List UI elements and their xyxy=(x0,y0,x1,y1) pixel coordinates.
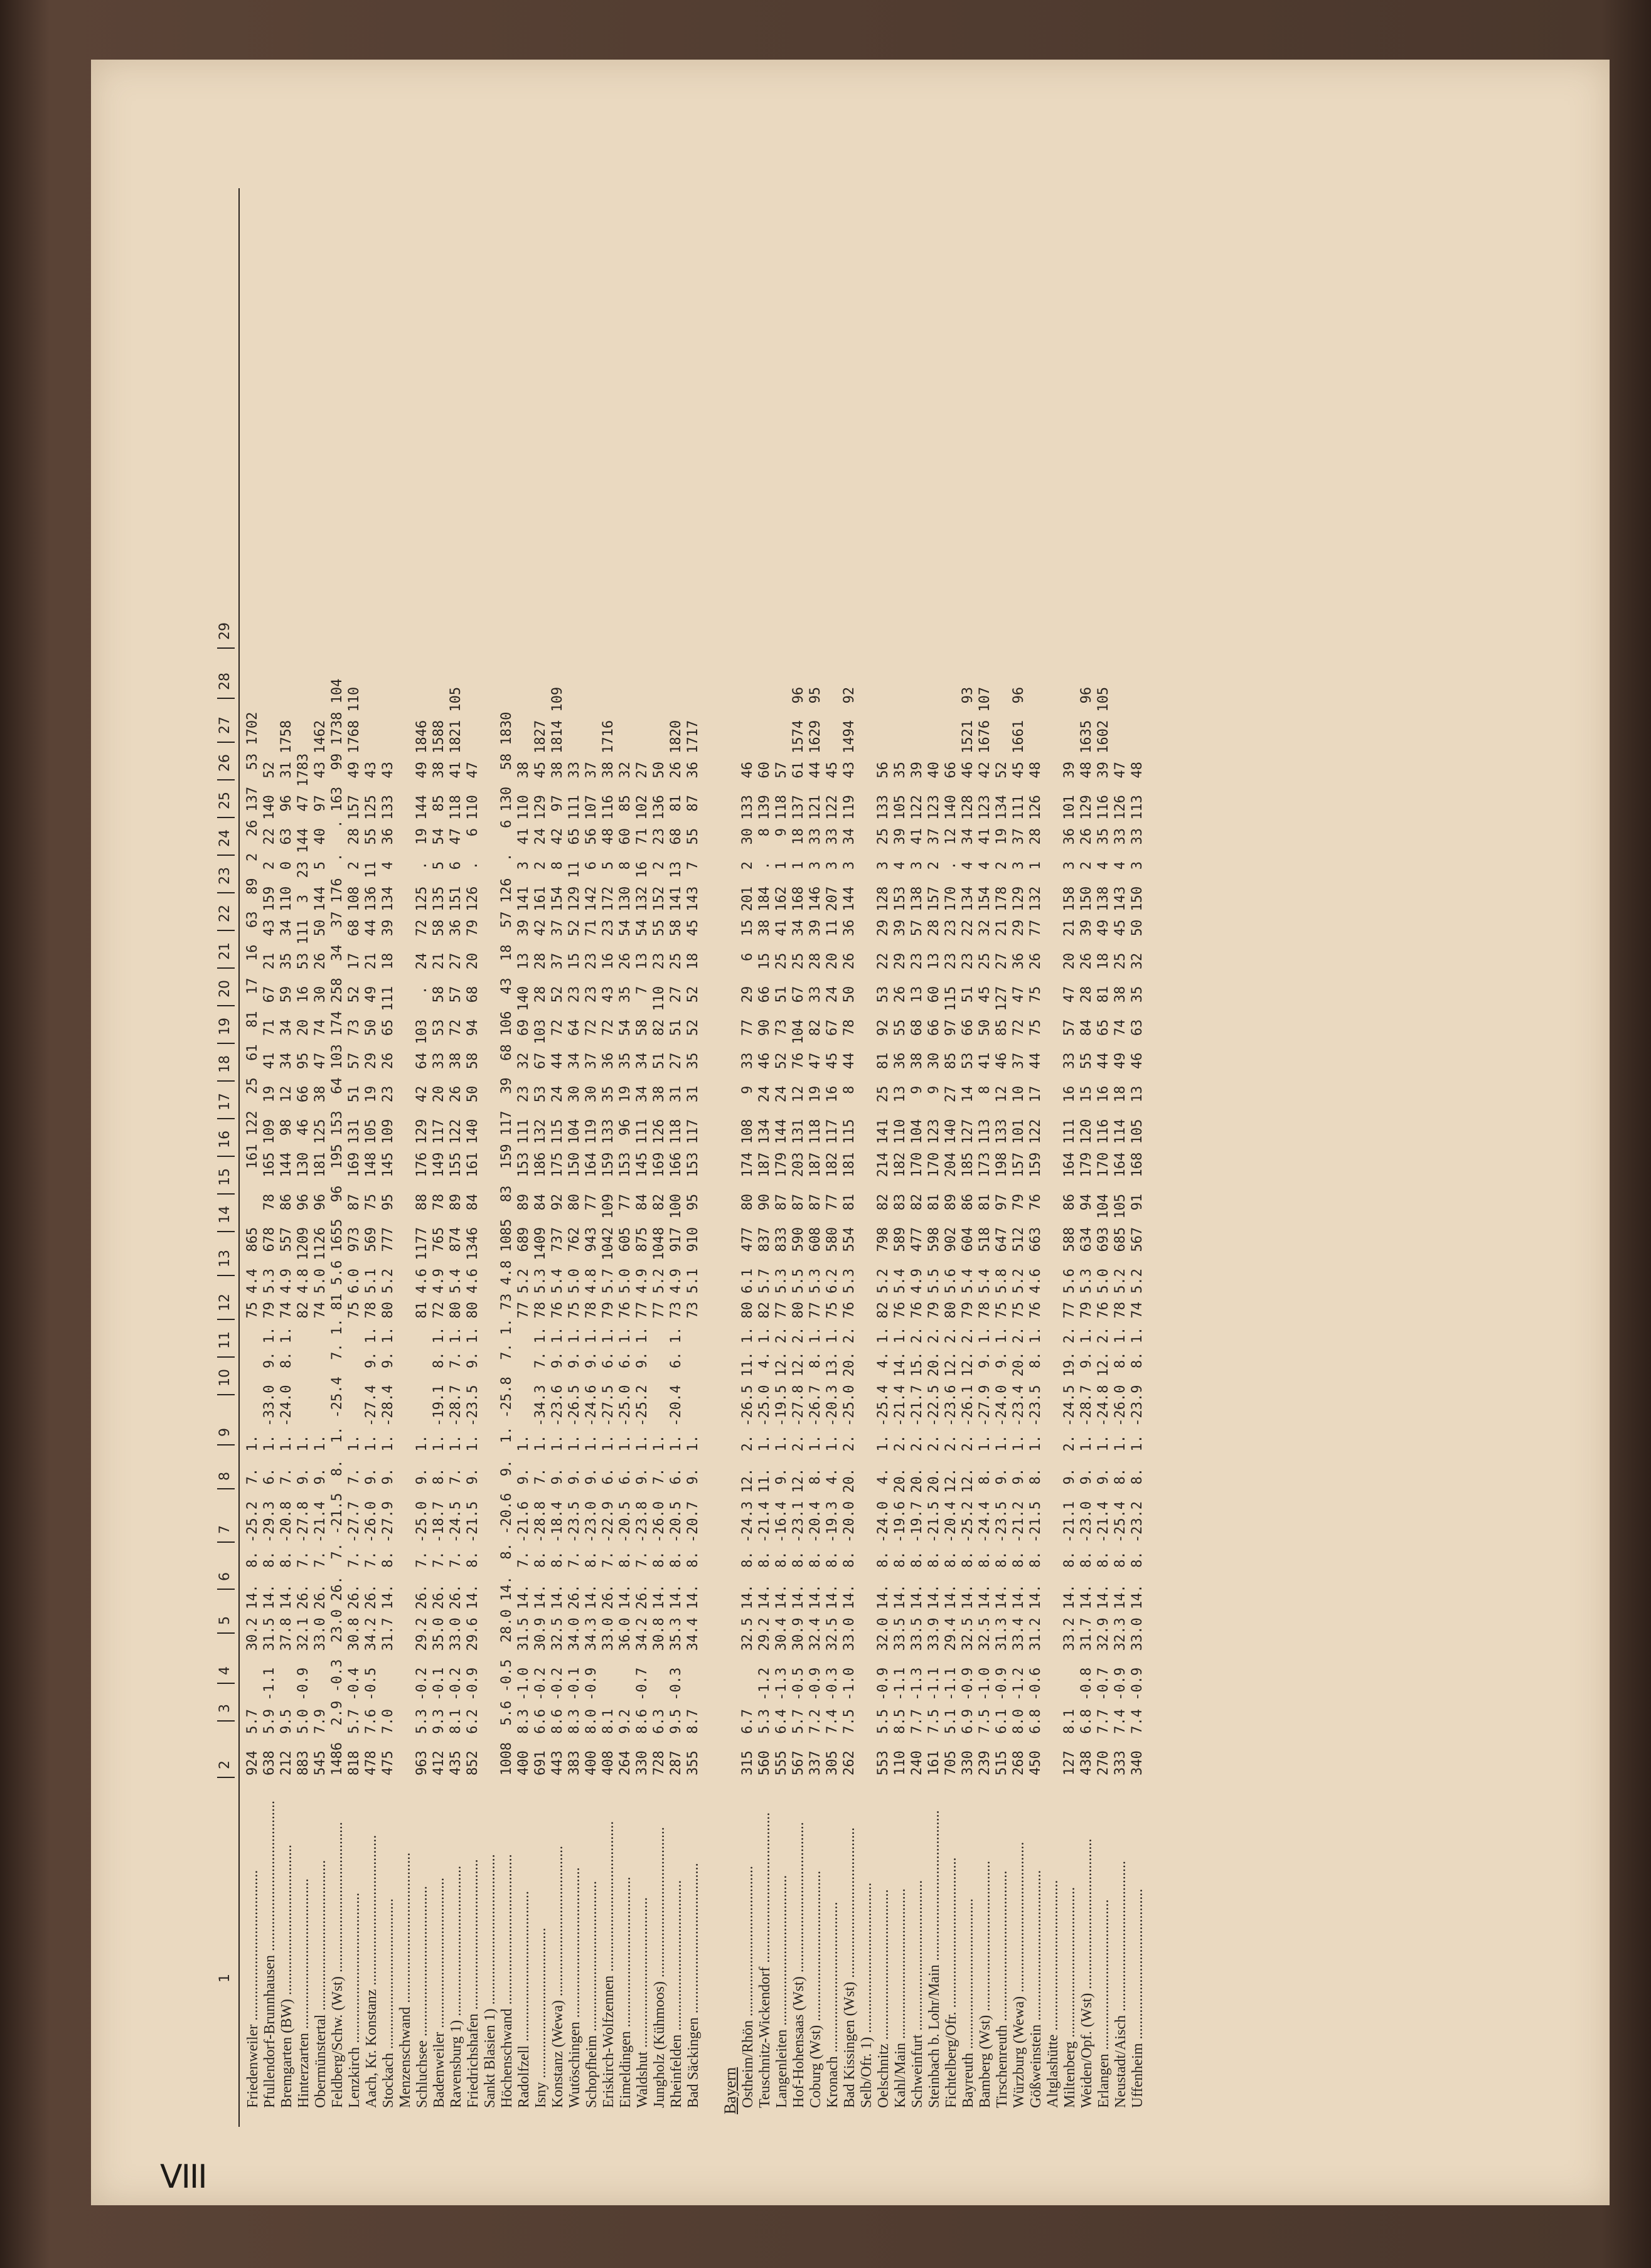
column-header: 15 xyxy=(217,1168,233,1186)
table-row xyxy=(651,188,668,2127)
table-row xyxy=(1062,188,1078,2127)
station-name: Sankt Blasien 1) ........................................ xyxy=(482,1854,498,2108)
column-header: 9 xyxy=(217,1428,233,1437)
station-name: Wutöschingen ........................................ xyxy=(567,1867,583,2108)
station-values: 567 5.7 -0.5 30.9 14. 8. -23.1 12. 2. -27.8 12. 2. 80 5.5 590 87 203 131 12 76 104 67 25 34 168 1 18 137 61 1574 96 xyxy=(791,686,806,1776)
column-header: 13 xyxy=(217,1250,233,1267)
table-row xyxy=(892,188,909,2127)
station-name: Uffenheim ........................................ xyxy=(1130,1888,1146,2108)
column-separator xyxy=(217,1319,235,1320)
station-name: Bayreuth ........................................ xyxy=(960,1898,976,2108)
station-name: Aach, Kr. Konstanz ........................................ xyxy=(363,1834,380,2108)
station-values: 333 7.4 -0.9 32.3 14. 8. -25.4 8. 1. -26.0 8. 1. 78 5.2 685 105 164 114 18 49 74 38 25 45 143 4 33 126 47 xyxy=(1113,762,1128,1776)
column-separator xyxy=(217,1275,235,1276)
station-name: Eriskirch-Wolfzennen ........................................ xyxy=(601,1821,617,2108)
station-values: 262 7.5 -1.0 33.0 14. 8. -20.0 20. 2. -25.0 20. 2. 76 5.3 554 81 181 115 8 44 78 50 26 36 144 3 34 119 43 1494 92 xyxy=(842,686,857,1776)
column-header: 14 xyxy=(217,1206,233,1223)
station-name: Erlangen ........................................ xyxy=(1096,1899,1112,2108)
column-separator xyxy=(217,1777,235,1778)
column-separator xyxy=(217,1043,235,1044)
table-row xyxy=(977,188,993,2127)
station-name: Coburg (Wst) ........................................ xyxy=(808,1870,824,2108)
table-row xyxy=(448,188,464,2127)
table-row xyxy=(550,188,566,2127)
column-header: 28 xyxy=(217,673,233,690)
station-values: 110 8.5 -1.1 33.5 14. 8. -19.6 20. 2. -21.4 14. 1. 76 5.4 589 83 182 110 13 36 55 26 29 39 153 4 39 105 35 xyxy=(892,762,908,1776)
table-row xyxy=(346,188,363,2127)
table-row xyxy=(842,188,858,2127)
station-values: 268 8.0 -1.2 33.4 14. 8. -21.2 9. 1. -23.4 20. 2. 75 5.2 512 79 157 101 10 37 72 47 36 29 129 3 37 111 45 1661 96 xyxy=(1011,686,1027,1776)
station-name: Friedrichshafen ........................................ xyxy=(465,1859,481,2108)
station-name: Badenweiler ........................................ xyxy=(431,1877,447,2108)
column-separator xyxy=(217,1394,235,1395)
station-values: 330 6.9 -0.9 32.5 14. 8. -25.2 12. 2. -26.1 12. 2. 79 5.4 604 86 185 127 14 53 66 51 23 22 134 4 34 128 46 1521 93 xyxy=(960,686,976,1776)
station-values: 240 7.7 -1.3 33.5 14. 8. -19.7 20. 2. -21.7 15. 2. 76 4.9 477 82 170 104 9 38 68 13 23 57 138 3 41 122 39 xyxy=(909,762,925,1776)
column-header: 26 xyxy=(217,754,233,772)
station-name: Selb/Ofr. 1) ........................................ xyxy=(858,1882,875,2108)
table-row xyxy=(960,188,976,2127)
station-values: 553 5.5 -0.9 32.0 14. 8. -24.0 4. 1. -25.4 4. 1. 82 5.2 798 82 214 141 25 81 92 53 22 29 128 3 25 133 56 xyxy=(875,762,891,1776)
station-values: 315 6.7 32.5 14. 8. -24.3 12. 2. -26.5 11. 1. 80 6.1 477 80 174 108 9 33 77 29 6 15 201 2 30 133 46 xyxy=(740,762,756,1776)
page-number: VIII xyxy=(160,2158,206,2196)
station-name: Ostheim/Rhön ........................................ xyxy=(740,1865,756,2108)
table-row xyxy=(414,188,430,2127)
table-row xyxy=(685,188,702,2127)
table-row xyxy=(584,188,600,2127)
column-separator xyxy=(217,1356,235,1358)
table-row xyxy=(329,188,346,2127)
column-header: 24 xyxy=(217,829,233,847)
station-name: Eimeldingen ........................................ xyxy=(617,1877,634,2108)
station-values: 408 8.1 33.0 26. 7. -22.9 6. 1. -27.5 6. 1. 79 5.7 1042 109 159 133 35 36 72 43 16 23 172 5 48 116 38 1716 xyxy=(601,720,616,1776)
station-values: 305 7.4 -0.3 32.5 14. 8. -19.3 4. 1. -20.3 13. 1. 75 6.2 580 77 182 117 16 45 67 24 20 11 207 3 33 122 45 xyxy=(825,762,840,1776)
station-name: Hof-Hohensaas (Wst) ........................................ xyxy=(791,1822,807,2108)
column-header: 1 xyxy=(217,1974,233,1983)
table-row xyxy=(791,188,807,2127)
table-row xyxy=(757,188,773,2127)
station-values: 852 6.2 -0.9 29.6 14. 8. -21.5 9. 1. -23.5 9. 1. 80 4.6 1346 84 161 140 50 58 94 68 20 79 126 . 6 110 47 xyxy=(465,762,481,1776)
station-values: 400 8.0 -0.9 34.3 14. 8. -23.0 9. 1. -24.6 9. 1. 78 4.8 943 77 164 119 30 37 72 23 23 71 142 6 56 107 37 xyxy=(584,762,599,1776)
station-name: Isny ........................................ xyxy=(533,1927,549,2108)
table-row xyxy=(279,188,295,2127)
table-row xyxy=(1079,188,1095,2127)
column-header: 10 xyxy=(217,1369,233,1387)
column-separator xyxy=(217,892,235,893)
station-values: 450 6.8 -0.6 31.2 14. 8. -21.5 8. 1. -23.5 8. 1. 76 4.6 663 76 159 122 17 44 75 75 26 77 132 1 28 126 48 xyxy=(1028,762,1044,1776)
station-values: 1486 2.9 -0.3 23.0 26. 7. -21.5 8. 1. -25.4 7. 1. 81 5.6 1655 96 195 153 64 103 174 258 34 37 176 . . 163 99 1738 104 xyxy=(329,678,345,1776)
station-name: Stockach ........................................ xyxy=(380,1898,397,2108)
column-header: 5 xyxy=(217,1616,233,1625)
column-header: 27 xyxy=(217,716,233,734)
table-row xyxy=(313,188,329,2127)
station-values: 478 7.6 -0.5 34.2 26. 7. -26.0 9. 1. -27.4 9. 1. 78 5.1 569 75 148 105 19 29 50 49 21 44 136 11 55 125 43 xyxy=(363,762,379,1776)
column-separator xyxy=(217,1193,235,1195)
station-name: Lenzkirch ........................................ xyxy=(346,1892,363,2108)
column-header: 19 xyxy=(217,1018,233,1035)
column-header: 29 xyxy=(217,622,233,640)
column-separator xyxy=(217,698,235,699)
table-row xyxy=(1113,188,1129,2127)
column-header: 2 xyxy=(217,1760,233,1769)
station-name: Feldberg/Schw. (Wst) ........................................ xyxy=(329,1822,346,2108)
station-values: 638 5.9 -1.1 31.5 14. 8. -29.3 6. 1. -33.0 9. 1. 79 5.3 678 78 165 109 19 41 71 67 21 43 159 2 22 140 52 xyxy=(262,762,277,1776)
climate-data-table xyxy=(213,188,1475,2127)
column-separator xyxy=(217,647,235,649)
station-values: 555 6.4 -1.3 30.4 14. 8. -16.4 9. 1. -19.5 12. 2. 77 5.3 833 87 179 144 24 52 73 51 25 41 162 1 9 118 57 xyxy=(774,762,789,1776)
table-row xyxy=(825,188,841,2127)
station-name: Langenleiten ........................................ xyxy=(774,1875,790,2108)
table-row xyxy=(431,188,447,2127)
table-row xyxy=(994,188,1010,2127)
station-name: Schweinfurt ........................................ xyxy=(909,1880,926,2108)
column-separator xyxy=(217,1488,235,1489)
column-separator xyxy=(217,930,235,931)
column-header: 3 xyxy=(217,1704,233,1713)
column-header: 17 xyxy=(217,1093,233,1110)
table-row xyxy=(1045,188,1061,2127)
station-values: 818 5.7 -0.4 30.8 26. 7. -27.7 7. 1. 75 6.0 973 87 169 131 51 57 73 52 17 68 108 2 28 157 49 1768 110 xyxy=(346,686,362,1776)
station-name: Obermünstertal ........................................ xyxy=(313,1860,329,2108)
column-header: 16 xyxy=(217,1131,233,1148)
station-name: Kronach ........................................ xyxy=(825,1902,841,2108)
station-values: 443 8.6 -0.2 32.5 14. 8. -18.4 9. 1. -23.6 9. 1. 76 5.4 737 92 175 115 24 44 72 52 37 37 154 8 42 97 38 1814 109 xyxy=(550,686,565,1776)
table-row xyxy=(617,188,634,2127)
column-header: 12 xyxy=(217,1294,233,1311)
table-row xyxy=(875,188,892,2127)
column-separator xyxy=(217,817,235,818)
column-separator xyxy=(217,1632,235,1634)
station-values: 400 8.3 -1.0 31.5 14. 7. -21.6 9. 1. 77 5.2 689 89 153 111 23 32 69 140 13 39 141 3 41 110 38 xyxy=(516,762,532,1776)
table-row xyxy=(601,188,617,2127)
station-values: 212 9.5 37.8 14. 8. -20.8 7. 1. -24.0 8. 1. 74 4.9 557 86 144 98 12 34 34 59 35 34 110 0 63 96 31 1758 xyxy=(279,720,294,1776)
station-values: 337 7.2 -0.9 32.4 14. 8. -20.4 8. 1. -26.7 8. 1. 77 5.3 608 87 187 118 19 47 82 33 28 39 146 3 33 121 44 1629 95 xyxy=(808,686,823,1776)
column-separator xyxy=(217,1541,235,1543)
station-name: Kahl/Main ........................................ xyxy=(892,1888,909,2108)
column-header: 18 xyxy=(217,1055,233,1073)
station-name: Oelschnitz ........................................ xyxy=(875,1889,892,2108)
column-header: 6 xyxy=(217,1572,233,1581)
station-values: 963 5.3 -0.2 29.2 26. 7. -25.0 9. 1. 81 4.6 1177 88 176 129 42 64 103 . 24 72 125 . 19 144 49 1846 xyxy=(414,720,430,1776)
station-values: 728 6.3 30.8 14. 8. -26.0 7. 1. 77 5.2 1048 82 169 126 38 51 82 110 23 55 152 2 23 136 50 xyxy=(651,762,667,1776)
station-name: Radolfzell ........................................ xyxy=(516,1891,532,2108)
column-header: 22 xyxy=(217,905,233,922)
station-values: 924 5.7 30.2 14. 8. -25.2 7. 1. 75 4.4 865 161 122 25 61 81 17 16 63 89 2 26 137 53 1702 xyxy=(245,711,260,1776)
table-row xyxy=(245,188,261,2127)
column-header: 7 xyxy=(217,1525,233,1534)
station-values: 545 7.9 33.0 26. 7. -21.4 9. 1. 74 5.0 1126 96 181 125 38 47 74 30 26 50 144 5 40 97 43 1462 xyxy=(313,720,328,1776)
station-name: Ravensburg 1) ........................................ xyxy=(448,1865,464,2108)
table-row xyxy=(296,188,312,2127)
column-header: 11 xyxy=(217,1331,233,1349)
column-separator xyxy=(217,1720,235,1722)
column-header: 8 xyxy=(217,1472,233,1481)
station-name: Tirschenreuth ........................................ xyxy=(994,1870,1010,2108)
station-values: 435 8.1 -0.2 33.0 26. 7. -24.5 7. 1. -28.7 7. 1. 80 5.4 874 89 155 122 26 38 72 57 27 36 151 6 47 118 41 1821 105 xyxy=(448,686,464,1776)
column-separator xyxy=(217,1005,235,1006)
column-separator xyxy=(217,1589,235,1590)
station-name: Neustadt/Aisch ........................................ xyxy=(1113,1861,1129,2108)
column-separator xyxy=(217,1080,235,1082)
station-values: 883 5.0 -0.9 32.1 26. 7. -27.8 9. 1. 82 4.8 1209 96 130 46 66 95 20 16 53 111 3 23 144 47 1783 xyxy=(296,753,311,1776)
table-row xyxy=(668,188,685,2127)
table-row xyxy=(397,188,414,2127)
station-name: Schopfheim ........................................ xyxy=(584,1881,600,2108)
table-row xyxy=(1011,188,1027,2127)
station-name: Höchenschwand ........................................ xyxy=(499,1854,515,2108)
station-values: 287 9.5 -0.3 35.3 14. 8. -20.5 6. 1. -20.4 6. 1. 73 4.9 917 100 166 118 31 27 51 27 25 58 141 13 68 81 26 1820 xyxy=(668,720,684,1776)
station-values: 161 7.5 -1.1 33.9 14. 8. -21.5 20. 2. -22.5 20. 2. 79 5.5 598 81 170 123 9 30 66 60 13 28 157 2 37 123 40 xyxy=(926,762,942,1776)
column-separator xyxy=(217,1156,235,1157)
table-row xyxy=(943,188,959,2127)
table-row xyxy=(1096,188,1112,2127)
column-separator xyxy=(217,1683,235,1684)
column-header: 20 xyxy=(217,980,233,998)
table-row xyxy=(380,188,397,2127)
table-row xyxy=(1130,188,1146,2127)
column-separator xyxy=(217,742,235,743)
table-row xyxy=(499,188,515,2127)
station-values: 560 5.3 -1.2 29.2 14. 8. -21.4 11. 1. -25.0 4. 1. 82 5.7 837 90 187 134 24 46 90 66 15 38 184 . 8 139 60 xyxy=(757,762,772,1776)
station-values: 438 6.8 -0.8 31.7 14. 8. -23.0 9. 1. -28.7 9. 1. 79 5.3 634 94 179 120 15 55 84 28 26 39 150 2 26 129 48 1635 96 xyxy=(1079,686,1094,1776)
column-separator xyxy=(217,1444,235,1445)
table-row xyxy=(926,188,943,2127)
station-name: Hinterzarten ........................................ xyxy=(296,1878,312,2108)
section-title: Bayern xyxy=(721,2067,739,2114)
table-row xyxy=(858,188,875,2127)
column-header: 21 xyxy=(217,942,233,960)
station-values: 270 7.7 -0.7 32.9 14. 8. -21.4 9. 1. -24.8 12. 2. 76 5.0 693 104 170 116 16 44 65 81 18 49 138 4 35 116 39 1602 105 xyxy=(1096,686,1111,1776)
station-values: 515 6.1 -0.9 31.3 14. 8. -23.5 9. 1. -24.0 9. 1. 75 5.8 647 97 198 133 12 46 85 127 27 21 178 2 19 134 52 xyxy=(994,762,1010,1776)
station-name: Konstanz (Wewa) ........................................ xyxy=(550,1846,566,2108)
column-header: 23 xyxy=(217,867,233,885)
station-values: 127 8.1 33.2 14. 8. -21.1 9. 2. -24.5 19. 2. 77 5.6 588 86 164 111 16 33 57 47 20 21 158 3 36 101 39 xyxy=(1062,762,1077,1776)
station-values: 355 8.7 34.4 14. 8. -20.7 9. 1. 73 5.1 910 95 153 117 31 35 52 52 18 45 143 7 55 87 36 1717 xyxy=(685,720,701,1776)
station-name: Bad Säckingen ........................................ xyxy=(685,1863,702,2108)
station-values: 264 9.2 36.0 14. 8. -20.5 6. 1. -25.0 6. 1. 76 5.0 605 77 153 96 19 35 54 35 26 54 130 8 60 85 32 xyxy=(617,762,633,1776)
station-name: Teuschnitz-Wickendorf ........................................ xyxy=(757,1812,773,2108)
station-name: Bremgarten (BW) ........................................ xyxy=(279,1845,295,2108)
station-values: 705 5.1 -1.1 29.4 14. 8. -20.4 12. 2. -23.6 12. 2. 80 5.6 902 89 204 140 27 85 97 115 23 23 170 . 12 140 66 xyxy=(943,762,959,1776)
station-name: Miltenberg ........................................ xyxy=(1062,1887,1078,2108)
table-row xyxy=(774,188,790,2127)
table-row xyxy=(516,188,532,2127)
station-name: Weiden/Opf. (Wst) ........................................ xyxy=(1079,1838,1095,2108)
column-header-row xyxy=(213,188,240,2127)
station-name: Waldshut ........................................ xyxy=(634,1897,651,2108)
station-name: Bamberg (Wst) ........................................ xyxy=(977,1860,993,2108)
table-row xyxy=(909,188,926,2127)
table-row xyxy=(808,188,824,2127)
station-values: 691 6.6 -0.2 30.9 14. 8. -28.8 7. 1. -34.3 7. 1. 78 5.3 1409 84 186 132 53 67 103 28 28 42 161 2 24 129 45 1827 xyxy=(533,720,548,1776)
table-row xyxy=(1028,188,1044,2127)
column-separator xyxy=(217,1118,235,1119)
station-name: Friedenweiler ........................................ xyxy=(245,1870,261,2108)
station-name: Rheinfelden ........................................ xyxy=(668,1880,685,2108)
column-separator xyxy=(217,1231,235,1232)
table-row xyxy=(533,188,549,2127)
table-row xyxy=(634,188,651,2127)
station-values: 340 7.4 -0.9 33.0 14. 8. -23.2 8. 1. -23.9 8. 1. 74 5.2 567 91 168 105 13 46 63 35 32 50 150 3 33 113 48 xyxy=(1130,762,1145,1776)
column-separator xyxy=(217,779,235,780)
station-values: 239 7.5 -1.0 32.5 14. 8. -24.4 8. 1. -27.9 9. 1. 78 5.4 518 81 173 113 8 41 50 45 25 32 154 4 41 123 42 1676 107 xyxy=(977,686,993,1776)
table-row xyxy=(465,188,481,2127)
table-row xyxy=(363,188,380,2127)
column-separator xyxy=(217,967,235,969)
station-name: Bad Kissingen (Wst) ........................................ xyxy=(842,1827,858,2108)
column-header: 25 xyxy=(217,792,233,809)
station-name: Steinbach b. Lohr/Main ........................................ xyxy=(926,1810,943,2108)
station-name: Fichtelberg/Ofr. ........................................ xyxy=(943,1857,959,2108)
table-row xyxy=(567,188,583,2127)
station-name: Schluchsee ........................................ xyxy=(414,1886,430,2108)
station-values: 1008 5.6 -0.5 28.0 14. 8. -20.6 9. 1. -25.8 7. 1. 73 4.8 1085 83 159 117 39 68 106 43 18 57 126 . 6 130 58 1830 xyxy=(499,711,515,1776)
table-row xyxy=(482,188,498,2127)
station-values: 412 9.3 -0.1 35.0 26. 7. -18.7 8. 1. -19.1 8. 1. 72 4.9 765 78 149 117 20 33 53 58 21 58 135 5 54 85 38 1588 xyxy=(431,720,447,1776)
station-name: Altglashütte ........................................ xyxy=(1045,1880,1061,2108)
table-row xyxy=(740,188,756,2127)
column-separator xyxy=(217,854,235,856)
station-name: Pfullendorf-Brunnhausen ........................................ xyxy=(262,1801,278,2108)
column-header: 4 xyxy=(217,1666,233,1675)
station-name: Jungholz (Kühmoos) ........................................ xyxy=(651,1827,668,2108)
station-name: Menzenschwand ........................................ xyxy=(397,1852,414,2108)
station-values: 383 8.3 -0.1 34.0 26. 7. -23.5 9. 1. -26.5 9. 1. 75 5.0 762 80 150 104 30 34 64 23 15 52 129 11 65 111 33 xyxy=(567,762,582,1776)
station-name: Würzburg (Wewa) ........................................ xyxy=(1011,1841,1027,2108)
station-values: 475 7.0 31.7 14. 8. -27.9 9. 1. -28.4 9. 1. 80 5.2 777 95 145 109 23 26 65 111 18 39 134 4 36 133 43 xyxy=(380,762,396,1776)
table-row xyxy=(262,188,278,2127)
station-name: Gößweinstein ........................................ xyxy=(1028,1870,1044,2108)
station-values: 330 8.6 -0.7 34.2 26. 7. -23.8 9. 1. -25.2 9. 1. 77 4.9 875 84 145 111 34 34 58 7 13 54 132 16 71 102 27 xyxy=(634,762,650,1776)
